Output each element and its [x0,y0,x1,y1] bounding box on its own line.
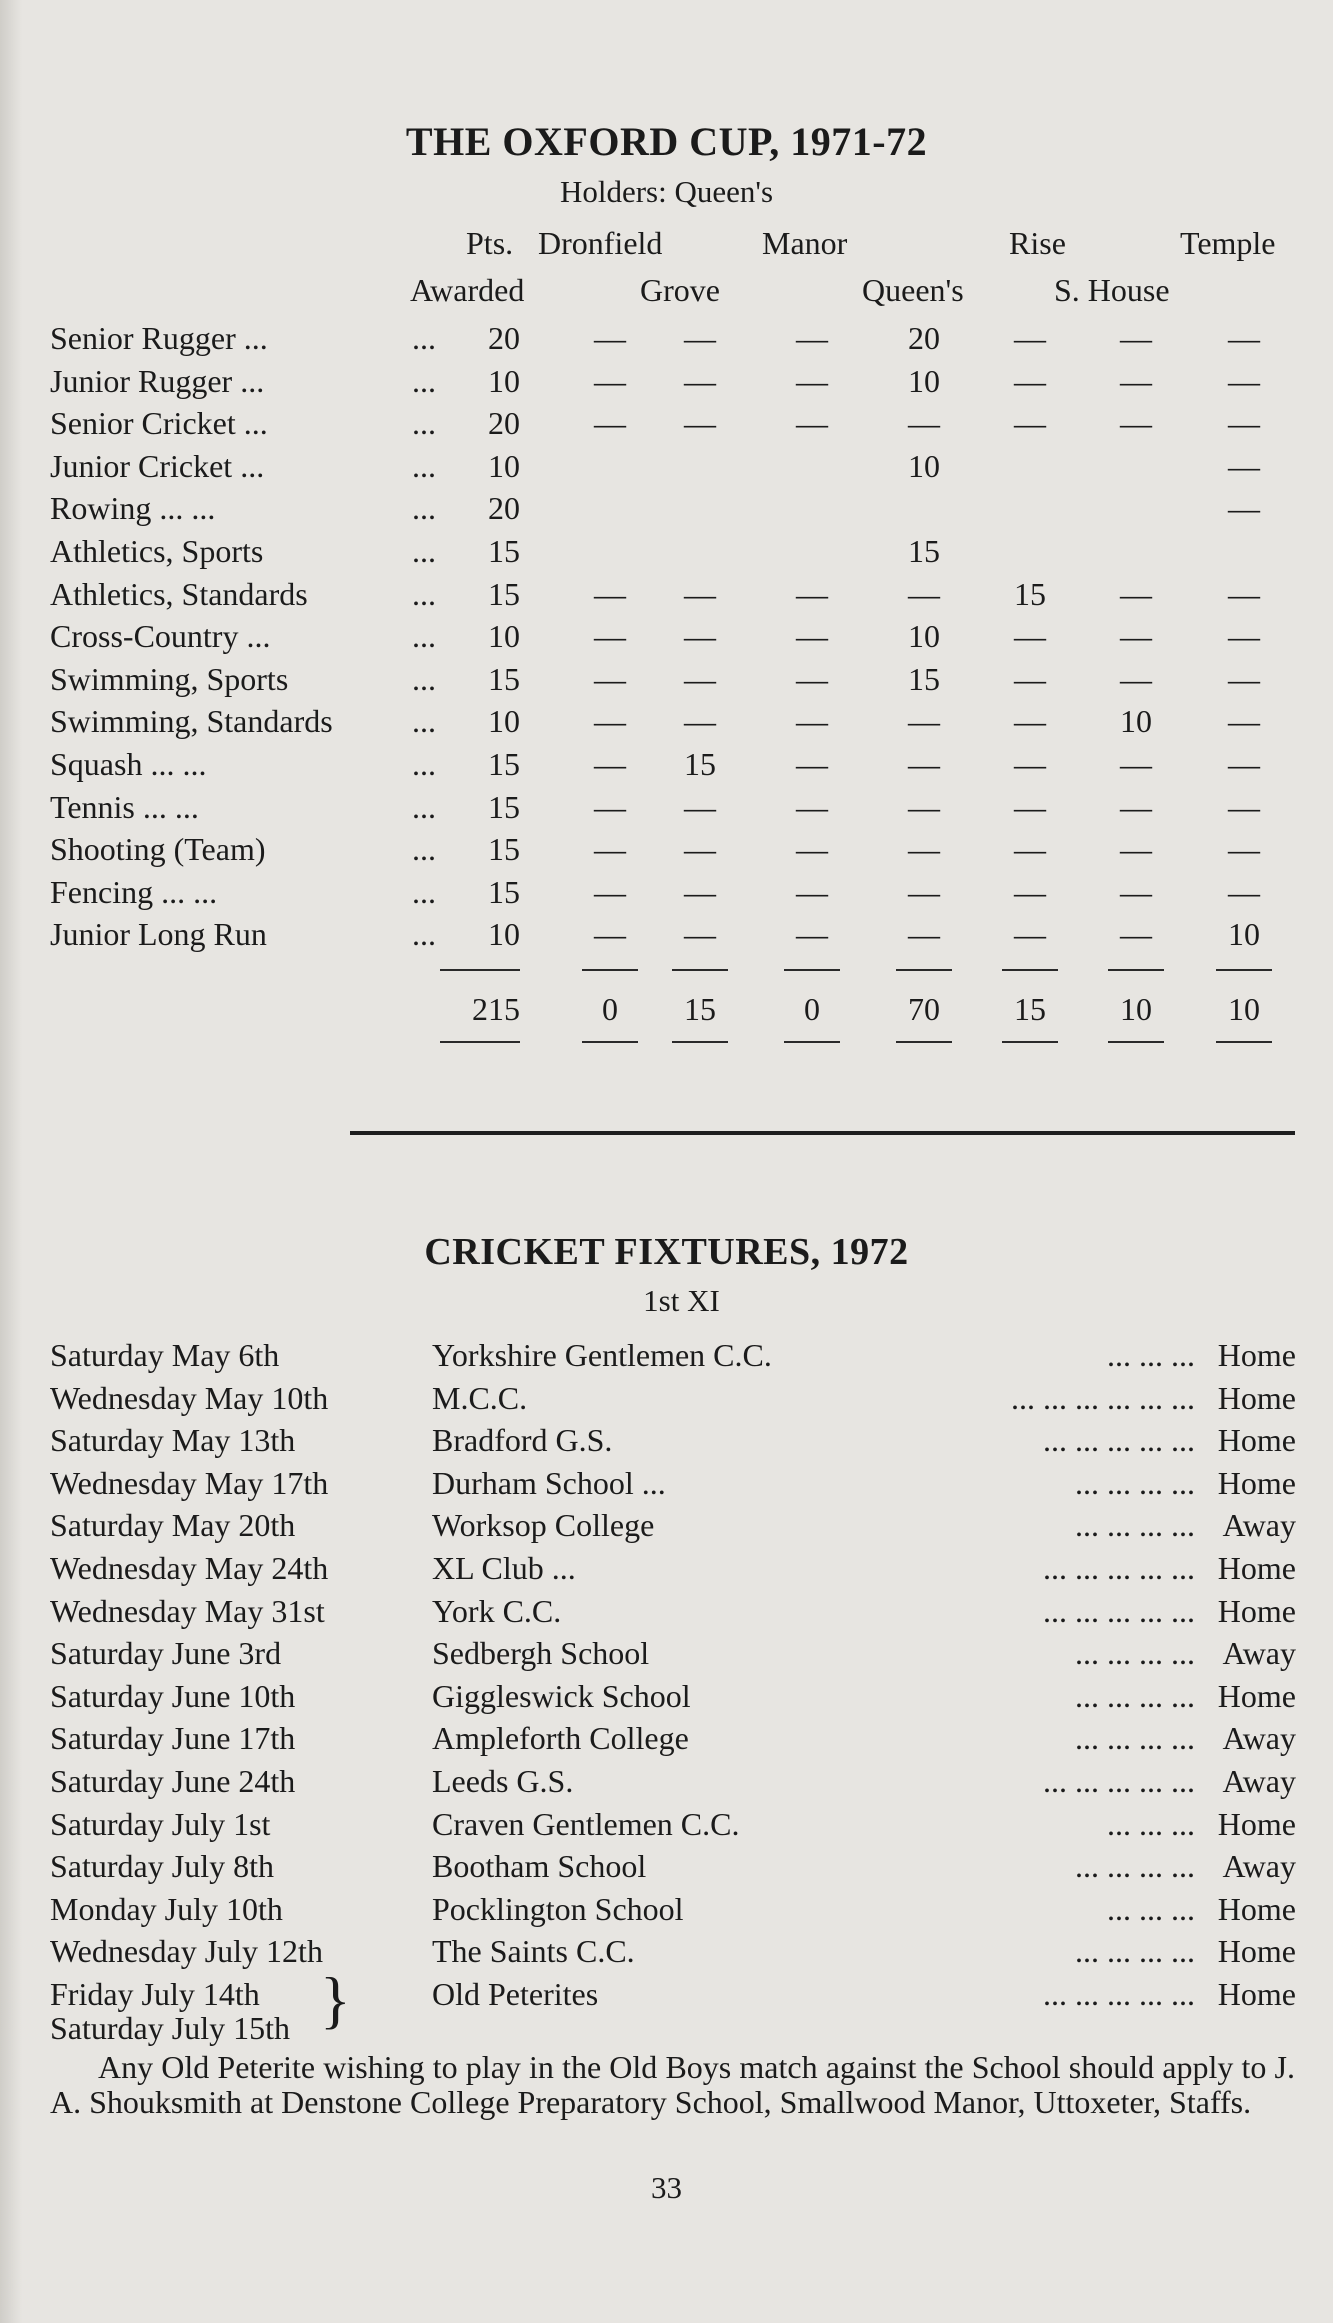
score-dronfield: — [594,703,626,740]
fixture-venue: Home [1217,1933,1296,1970]
leader-dots: ... ... ... ... ... [1043,1550,1195,1586]
leader-dots: ... ... ... ... [1075,1635,1195,1672]
score-queens: — [908,831,940,868]
points-awarded: 10 [488,447,520,484]
score-dronfield: — [594,618,626,655]
score-temple: — [1228,490,1260,527]
fixture-opponent: The Saints C.C. [432,1933,635,1970]
fixture-opponent: Craven Gentlemen C.C. [432,1805,740,1842]
fixture-date: Saturday May 6th [50,1337,280,1373]
points-awarded: 15 [488,873,520,910]
total-manor: 0 [804,991,820,1027]
score-grove: — [684,320,716,356]
score-grove: — [684,362,716,399]
total-queens: 70 [908,991,940,1027]
score-manor: — [796,660,828,697]
fixture-opponent: Pocklington School [432,1890,684,1927]
score-rise: — [1014,746,1046,782]
fixture-date: Saturday May 20th [50,1507,296,1544]
points-awarded: 15 [488,788,520,825]
score-rise: — [1014,788,1046,825]
leader-dots: ... ... ... [1107,1890,1195,1927]
score-dronfield: — [594,746,626,782]
oxford-cup-title: THE OXFORD CUP, 1971-72 [405,119,928,164]
leader-dots: ... [412,831,436,868]
event-name: Senior Cricket ... [50,405,268,442]
score-grove: — [684,873,716,910]
fixture-venue: Home [1217,1464,1296,1501]
total-rule [440,1041,520,1043]
score-manor: — [796,831,828,868]
score-manor: — [796,575,828,612]
score-dronfield: — [594,405,626,442]
fixture-date: Monday July 10th [50,1890,283,1927]
total-points: 215 [472,991,520,1027]
total-rule [784,1041,840,1043]
score-queens: 10 [908,447,940,484]
score-temple: — [1228,618,1260,655]
score-rise: — [1014,831,1046,868]
fixture-opponent: Ampleforth College [432,1720,689,1757]
score-shouse: 10 [1120,703,1152,740]
score-manor: — [796,788,828,825]
fixture-venue: Home [1217,1422,1296,1459]
fixture-date: Saturday June 10th [50,1677,296,1714]
header-manor: Manor [762,225,848,261]
fixture-opponent: Giggleswick School [432,1677,691,1714]
leader-dots: ... ... ... ... [1075,1677,1195,1714]
total-rule [1108,1041,1164,1043]
event-name: Squash ... ... [50,746,207,782]
total-rule [672,1041,728,1043]
event-name: Junior Long Run [50,916,267,953]
fixture-date: Saturday June 24th [50,1763,296,1799]
leader-dots: ... [412,916,436,953]
score-rise: — [1014,873,1046,910]
cricket-team: 1st XI [643,1283,720,1318]
score-grove: — [684,575,716,612]
fixture-opponent: M.C.C. [432,1379,528,1416]
total-grove: 15 [684,991,716,1027]
leader-dots: ... [412,362,436,399]
points-awarded: 20 [488,490,520,527]
sum-rule [784,969,840,971]
leader-dots: ... [412,746,436,782]
score-temple: 10 [1228,916,1260,953]
score-grove: — [684,916,716,953]
fixture-date: Saturday July 15th [50,2010,290,2046]
score-rise: — [1014,703,1046,740]
leader-dots: ... [412,320,436,356]
points-awarded: 10 [488,703,520,740]
score-queens: — [908,873,940,910]
score-grove: — [684,703,716,740]
fixture-venue: Away [1222,1507,1296,1544]
event-name: Tennis ... ... [50,788,199,825]
score-manor: — [796,746,828,782]
score-dronfield: — [594,320,626,356]
score-dronfield: — [594,660,626,697]
leader-dots: ... ... ... ... ... [1043,1592,1195,1629]
score-shouse: — [1120,746,1152,782]
score-queens: 10 [908,618,940,655]
leader-dots: ... [412,703,436,740]
score-dronfield: — [594,788,626,825]
page-number: 33 [651,2170,682,2205]
fixture-opponent: Worksop College [432,1507,655,1544]
score-manor: — [796,362,828,399]
score-dronfield: — [594,362,626,399]
header-dronfield: Dronfield [538,225,663,261]
header-grove: Grove [640,272,720,308]
score-shouse: — [1120,660,1152,697]
score-shouse: — [1120,618,1152,655]
score-grove: — [684,618,716,655]
score-shouse: — [1120,320,1152,356]
fixture-date: Saturday May 13th [50,1422,296,1459]
score-manor: — [796,320,828,356]
score-manor: — [796,916,828,953]
leader-dots: ... [412,533,436,569]
leader-dots: ... [412,405,436,442]
score-queens: 15 [908,660,940,697]
fixture-venue: Home [1217,1805,1296,1842]
sum-rule [1216,969,1272,971]
points-awarded: 10 [488,916,520,953]
score-temple: — [1228,831,1260,868]
score-temple: — [1228,575,1260,612]
fixture-venue: Home [1217,1379,1296,1416]
leader-dots: ... ... ... ... [1075,1464,1195,1501]
fixture-opponent: Old Peterites [432,1976,599,2012]
score-grove: — [684,788,716,825]
leader-dots: ... [412,618,436,655]
header-rise: Rise [1009,225,1066,261]
header-shouse: S. House [1054,272,1170,308]
leader-dots: ... [412,660,436,697]
sum-rule [440,969,520,971]
leader-dots: ... [412,575,436,612]
fixture-venue: Home [1217,1337,1296,1373]
leader-dots: ... [412,490,436,527]
score-queens: — [908,746,940,782]
sum-rule [582,969,638,971]
score-rise: — [1014,405,1046,442]
score-rise: — [1014,320,1046,356]
fixture-opponent: Bootham School [432,1848,647,1885]
total-rule [896,1041,952,1043]
score-temple: — [1228,447,1260,484]
fixture-opponent: Leeds G.S. [432,1763,574,1799]
total-rise: 15 [1014,991,1046,1027]
fixture-opponent: Bradford G.S. [432,1422,613,1459]
fixture-venue: Home [1217,1976,1296,2012]
points-awarded: 15 [488,831,520,868]
score-queens: — [908,703,940,740]
score-shouse: — [1120,788,1152,825]
event-name: Junior Rugger ... [50,362,265,399]
score-manor: — [796,405,828,442]
score-shouse: — [1120,405,1152,442]
total-shouse: 10 [1120,991,1152,1027]
score-manor: — [796,703,828,740]
score-manor: — [796,873,828,910]
event-name: Senior Rugger ... [50,320,268,356]
leader-dots: ... ... ... ... [1075,1933,1195,1970]
leader-dots: ... ... ... ... ... ... [1011,1379,1195,1416]
score-queens: 15 [908,533,940,569]
score-grove: — [684,660,716,697]
fixture-date: Wednesday May 31st [50,1592,325,1629]
event-name: Shooting (Team) [50,831,266,868]
points-awarded: 15 [488,575,520,612]
fixture-date: Saturday July 1st [50,1805,271,1842]
header-pts: Pts. [466,225,514,261]
score-rise: — [1014,618,1046,655]
score-queens: — [908,575,940,612]
fixture-venue: Home [1217,1592,1296,1629]
fixture-venue: Away [1222,1720,1296,1757]
score-dronfield: — [594,575,626,612]
fixture-date: Saturday June 17th [50,1720,296,1757]
fixture-date: Wednesday May 17th [50,1464,329,1501]
total-rule [1002,1041,1058,1043]
points-awarded: 15 [488,746,520,782]
score-dronfield: — [594,831,626,868]
fixture-date: Wednesday May 10th [50,1379,329,1416]
leader-dots: ... ... ... [1107,1805,1195,1842]
date-brace: } [320,1964,351,2035]
leader-dots: ... ... ... ... ... [1043,1422,1195,1459]
sum-rule [672,969,728,971]
fixture-opponent: Durham School ... [432,1464,666,1501]
score-grove: 15 [684,746,716,782]
score-queens: — [908,916,940,953]
fixture-venue: Home [1217,1677,1296,1714]
points-awarded: 20 [488,405,520,442]
page-gutter-shadow [0,0,22,2323]
event-name: Fencing ... ... [50,873,218,910]
score-rise: — [1014,916,1046,953]
score-shouse: — [1120,362,1152,399]
fixture-venue: Home [1217,1550,1296,1586]
fixture-date: Friday July 14th [50,1976,260,2012]
fixture-opponent: York C.C. [432,1592,562,1629]
points-awarded: 15 [488,660,520,697]
score-queens: 20 [908,320,940,356]
score-rise: — [1014,660,1046,697]
score-queens: — [908,405,940,442]
score-temple: — [1228,703,1260,740]
leader-dots: ... ... ... ... ... [1043,1976,1195,2012]
score-grove: — [684,405,716,442]
event-name: Junior Cricket ... [50,447,265,484]
score-temple: — [1228,788,1260,825]
event-name: Swimming, Standards [50,703,333,740]
leader-dots: ... ... ... ... [1075,1507,1195,1544]
score-queens: 10 [908,362,940,399]
score-temple: — [1228,320,1260,356]
total-temple: 10 [1228,991,1260,1027]
leader-dots: ... ... ... ... [1075,1848,1195,1885]
leader-dots: ... ... ... ... ... [1043,1763,1195,1799]
leader-dots: ... [412,788,436,825]
fixture-date: Wednesday July 12th [50,1933,323,1970]
fixture-date: Wednesday May 24th [50,1550,329,1586]
event-name: Rowing ... ... [50,490,216,527]
event-name: Cross-Country ... [50,618,271,655]
sum-rule [1108,969,1164,971]
score-grove: — [684,831,716,868]
fixture-date: Saturday July 8th [50,1848,274,1885]
old-boys-note: Any Old Peterite wishing to play in the Old Boys match against the School should apply to J. A. Shouksmith at Denstone College Preparatory School, Smallwood Manor, Uttoxeter, Staffs. [50,2049,1295,2120]
total-rule [582,1041,638,1043]
fixture-venue: Away [1222,1848,1296,1885]
leader-dots: ... [412,447,436,484]
score-manor: — [796,618,828,655]
score-shouse: — [1120,831,1152,868]
score-queens: — [908,788,940,825]
leader-dots: ... ... ... [1107,1337,1195,1373]
total-rule [1216,1041,1272,1043]
total-dronfield: 0 [602,991,618,1027]
section-divider [350,1131,1295,1135]
fixture-opponent: Yorkshire Gentlemen C.C. [432,1337,772,1373]
points-awarded: 10 [488,618,520,655]
score-shouse: — [1120,916,1152,953]
points-awarded: 20 [488,320,520,356]
fixture-date: Saturday June 3rd [50,1635,282,1672]
score-temple: — [1228,746,1260,782]
points-awarded: 15 [488,533,520,569]
score-shouse: — [1120,575,1152,612]
event-name: Athletics, Standards [50,575,308,612]
score-dronfield: — [594,916,626,953]
oxford-cup-holders: Holders: Queen's [559,174,774,209]
fixture-venue: Home [1217,1890,1296,1927]
score-temple: — [1228,362,1260,399]
sum-rule [1002,969,1058,971]
score-shouse: — [1120,873,1152,910]
cricket-title: CRICKET FIXTURES, 1972 [424,1231,909,1273]
fixture-opponent: Sedbergh School [432,1635,650,1672]
points-awarded: 10 [488,362,520,399]
leader-dots: ... [412,873,436,910]
fixture-venue: Away [1222,1635,1296,1672]
header-awarded: Awarded [410,272,525,308]
score-rise: — [1014,362,1046,399]
score-temple: — [1228,405,1260,442]
header-queens: Queen's [862,272,964,308]
event-name: Swimming, Sports [50,660,289,697]
event-name: Athletics, Sports [50,533,264,569]
score-rise: 15 [1014,575,1046,612]
fixture-venue: Away [1222,1763,1296,1799]
score-temple: — [1228,660,1260,697]
fixture-opponent: XL Club ... [432,1550,576,1586]
header-temple: Temple [1180,225,1276,261]
score-temple: — [1228,873,1260,910]
sum-rule [896,969,952,971]
leader-dots: ... ... ... ... [1075,1720,1195,1757]
score-dronfield: — [594,873,626,910]
